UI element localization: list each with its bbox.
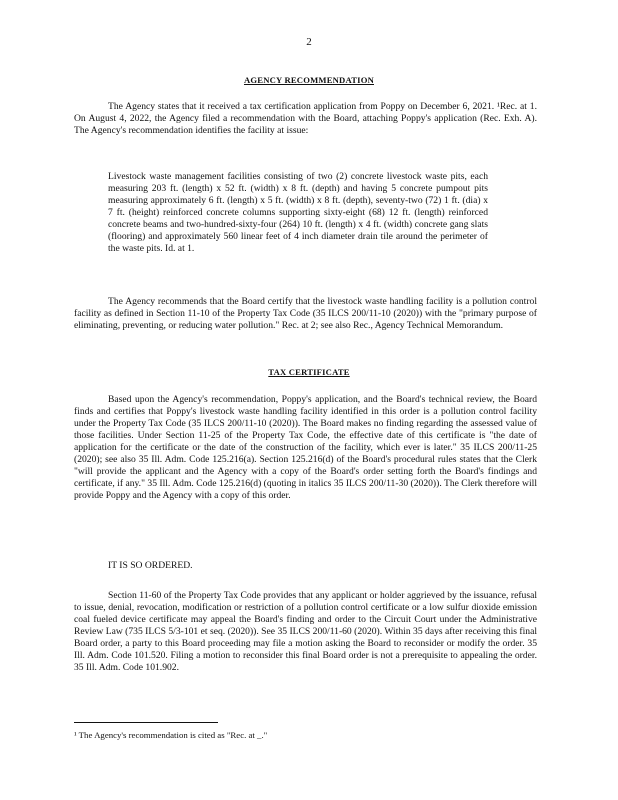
page-number: 2 [306, 36, 312, 48]
appeal-rights-paragraph: Section 11-60 of the Property Tax Code provides that any applicant or holder aggrieved by the issuance, refusal to issue, denial, revocation, modification or restriction of a pollution control certificate or a low sulfur dioxide emission coal fueled device certificate may appeal the Board's finding and order to the Circuit Court under the Administrative Review Law (735 ILCS 5/3-101 et seq. (2020)). See 35 ILCS 200/11-60 (2020). Within 35 days after receiving this final Board order, a party to this Board proceeding may file a motion asking the Board to reconsider or modify the order. 35 Ill. Adm. Code 101.520. Filing a motion to reconsider this final Board order is not a prerequisite to appealing the order. 35 Ill. Adm. Code 101.902. [74, 590, 537, 673]
facility-description-quote: Livestock waste management facilities consisting of two (2) concrete livestock waste pits, each measuring 203 ft. (length) x 52 ft. (width) x 8 ft. (depth) and having 5 concrete pumpout pits measuring approximately 6 ft. (length) x 5 ft. (width) x 8 ft. (depth), seventy-two (72) 1 ft. (dia) x 7 ft. (height) reinforced concrete columns supporting sixty-eight (68) 12 ft. (length) reinforced concrete beams and two-hundred-sixty-four (264) 10 ft. (length) x 4 ft. (width) concrete gang slats (flooring) and approximately 560 linear feet of 4 inch diameter drain tile around the perimeter of the waste pits. Id. at 1. [108, 171, 488, 254]
agency-recommendation-heading: AGENCY RECOMMENDATION [243, 75, 374, 85]
footnote-1: ¹ The Agency's recommendation is cited as "Rec. at _." [74, 730, 268, 740]
tax-certificate-heading: TAX CERTIFICATE [268, 367, 350, 377]
it-is-so-ordered: IT IS SO ORDERED. [108, 560, 193, 571]
tax-certificate-paragraph: Based upon the Agency's recommendation, Poppy's application, and the Board's technical review, the Board finds and certifies that Poppy's livestock waste handling facility identified in this order is a pollution control facility under the Property Tax Code (35 ILCS 200/11-10 (2020)). The Board makes no finding regarding the assessed value of those facilities. Under Section 11-25 of the Property Tax Code, the effective date of this certificate is "the date of application for the certificate or the date of the construction of the facility, which ever is later." 35 ILCS 200/11-25 (2020); see also 35 Ill. Adm. Code 125.216(a). Section 125.216(d) of the Board's procedural rules states that the Clerk "will provide the applicant and the Agency with a copy of the Board's order setting forth the Board's findings and certificate, if any." 35 Ill. Adm. Code 125.216(d) (quoting in italics 35 ILCS 200/11-30 (2020)). The Clerk therefore will provide Poppy and the Agency with a copy of this order. [74, 394, 537, 501]
agency-paragraph-1: The Agency states that it received a tax certification application from Poppy on December 6, 2021. ¹Rec. at 1. On August 4, 2022, the Agency filed a recommendation with the Board, attaching Poppy's application (Rec. Exh. A). The Agency's recommendation identifies the facility at issue: [74, 101, 537, 136]
footnote-divider [74, 722, 218, 723]
agency-paragraph-2: The Agency recommends that the Board certify that the livestock waste handling facility is a pollution control facility as defined in Section 11-10 of the Property Tax Code (35 ILCS 200/11-10 (2020)) with the "primary purpose of eliminating, preventing, or reducing water pollution." Rec. at 2; see also Rec., Agency Technical Memorandum. [74, 296, 537, 331]
